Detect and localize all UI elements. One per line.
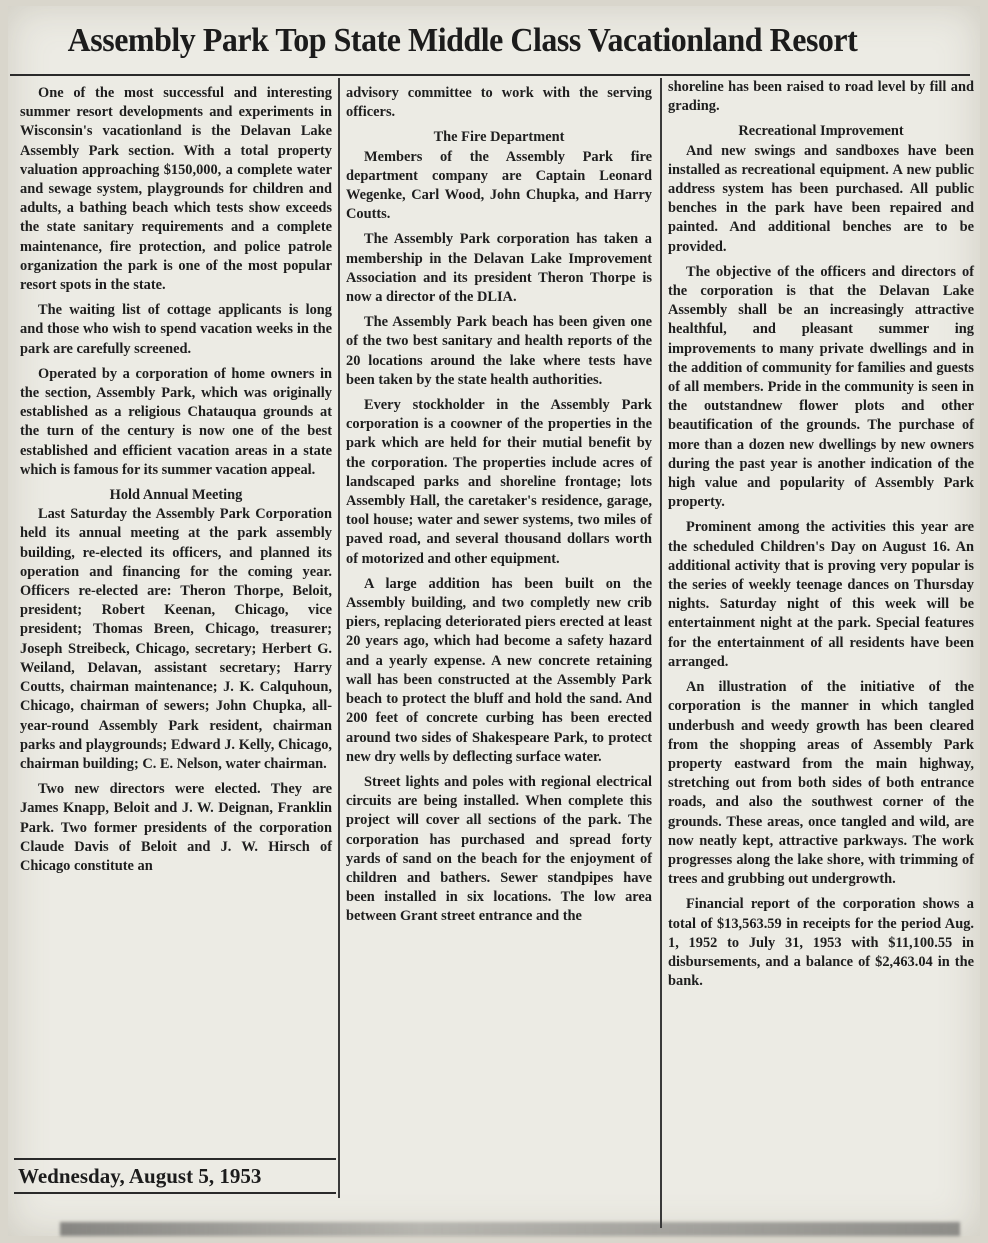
col2-paragraph: advisory committee to work with the serving officers. bbox=[346, 85, 652, 121]
dateline: Wednesday, August 5, 1953 bbox=[14, 1158, 336, 1194]
column-rule-2 bbox=[660, 78, 662, 1228]
subhead-fire-department: The Fire Department bbox=[433, 129, 565, 146]
headline-rule bbox=[10, 74, 970, 76]
col1-paragraph: Operated by a corporation of home owners in the section, Assembly Park, which was originally established as a religious Chatauqua grounds at the turn of the century is now one of the best established and efficient vacation areas in a state which is famous for its summer vacation appeal. bbox=[20, 365, 332, 478]
col1-paragraph: The waiting list of cottage applicants is long and those who wish to spend vacation weeks in the park are carefully screened. bbox=[20, 302, 332, 357]
article-column-3 bbox=[668, 78, 974, 997]
col1-paragraph: Two new directors were elected. They are James Knapp, Beloit and J. W. Deignan, Franklin Park. Two former presidents of the corporation Claude Davis of Beloit and J. W. Hirsch of Chicago constitute an bbox=[20, 781, 332, 874]
col2-paragraph: A large addition has been built on the Assembly building, and two completly new crib piers, replacing deteriorated piers erected at least 20 years ago, which had become a safety hazard and a yearly expense. A new concrete retaining wall has been constructed at the Assembly Park beach to protect the bluff and hold the sand. And 200 feet of concrete curbing has been erected around two sides of Shakespeare Park, to protect new dry wells by deflecting surface water. bbox=[346, 575, 652, 765]
subhead-recreational-improvement: Recreational Improvement bbox=[738, 123, 904, 140]
col3-paragraph: shoreline has been raised to road level by fill and grading. bbox=[668, 79, 974, 115]
col3-paragraph: Prominent among the activities this year are the scheduled Children's Day on August 16. An additional activity that is proving very popular is the series of weekly teenage dances on Thursday nights. Saturday night of this week will be entertainment night at the park. Special features for the entertainment of all residents have been arranged. bbox=[668, 519, 974, 670]
col2-paragraph: The Assembly Park corporation has taken a membership in the Delavan Lake Improvement Association and its president Theron Thorpe is now a director of the DLIA. bbox=[346, 231, 652, 306]
col2-paragraph: The Assembly Park beach has been given one of the two best sanitary and health reports of the 20 locations around the lake where tests have been taken by the state health authorities. bbox=[346, 314, 652, 388]
article-column-1 bbox=[20, 84, 332, 882]
col3-paragraph: The objective of the officers and directors of the corporation is that the Delavan Lake Assembly shall be an increasingly attractive healthful, and pleasant summer ing improvements to many private dwellings and in the addition of community for families and guests of all members. Pride in the community is seen in the outstandnew flower plots and other beautification of the grounds. The purchase of more than a dozen new dwellings by new owners during the past year is another indication of the high value and popularity of Assembly Park property. bbox=[668, 263, 974, 511]
col1-paragraph: Last Saturday the Assembly Park Corporation held its annual meeting at the park assembly building, re-elected its officers, and planned its operation and financing for the coming year. Officers re-elected are: Theron Thorpe, Beloit, president; Robert Keenan, Chicago, vice president; Thomas Breen, Chicago, treasurer; Joseph Streibeck, Chicago, secretary; Herbert G. Weiland, Delavan, assistant secretary; Harry Coutts, chairman maintenance; J. K. Calquhoun, Chicago, chairman of sewers; John Chupka, all-year-round Assembly Park resident, chairman parks and playgrounds; Edward J. Kelly, Chicago, chairman building; C. E. Nelson, water chairman. bbox=[20, 506, 332, 772]
col1-paragraph: One of the most successful and interesting summer resort developments and experiments in Wisconsin's vacationland is the Delavan Lake Assembly Park section. With a total property valuation approaching $150,000, a complete water and sewage system, playgrounds for children and adults, a bathing beach which tests show exceeds the state sanitary requirements and a complete maintenance, fire protection, and police patrole organization the park is one of the most popular resort spots in the state. bbox=[20, 85, 332, 294]
col2-paragraph: Street lights and poles with regional electrical circuits are being installed. When complete this project will cover all sections of the park. The corporation has purchased and spread forty yards of sand on the beach for the enjoyment of children and bathers. Sewer standpipes have been installed in six locations. The low area between Grant street entrance and the bbox=[346, 773, 652, 925]
article-column-2 bbox=[346, 84, 652, 933]
headline: Assembly Park Top State Middle Class Vacationland Resort bbox=[67, 22, 858, 59]
faded-masthead-strip bbox=[60, 1222, 960, 1236]
subhead-hold-annual-meeting: Hold Annual Meeting bbox=[109, 487, 243, 504]
col2-paragraph: Members of the Assembly Park fire department company are Captain Leonard Wegenke, Carl Wood, John Chupka, and Harry Coutts. bbox=[346, 148, 652, 223]
col3-paragraph: Financial report of the corporation shows a total of $13,563.59 in receipts for the period Aug. 1, 1952 to July 31, 1953 with $11,100.55 in disbursements, and a balance of $2,463.04 in the bank. bbox=[668, 896, 974, 990]
col3-paragraph: And new swings and sandboxes have been installed as recreational equipment. A new public address system has been purchased. All public benches in the park have been repaired and painted. And additional benches are to be provided. bbox=[668, 142, 974, 255]
col3-paragraph: An illustration of the initiative of the corporation is the manner in which tangled underbush and weedy growth has been cleared from the shopping areas of Assembly Park property eastward from the main highway, stretching out from both sides of both entrance roads, and also the southwest corner of the grounds. These areas, once tangled and wild, are now neatly kept, attractive parkways. The work progresses along the lake shore, with trimming of trees and grubbing out undergrowth. bbox=[668, 679, 974, 888]
col2-paragraph: Every stockholder in the Assembly Park corporation is a coowner of the properties in the park which are held for their mutial benefit by the corporation. The properties include acres of landscaped parks and shoreline frontage; lots Assembly Hall, the caretaker's residence, garage, tool house; water and sewer systems, two miles of paved road, and several thousand dollars worth of motorized and other equipment. bbox=[346, 397, 652, 567]
column-rule-1 bbox=[338, 78, 340, 1198]
